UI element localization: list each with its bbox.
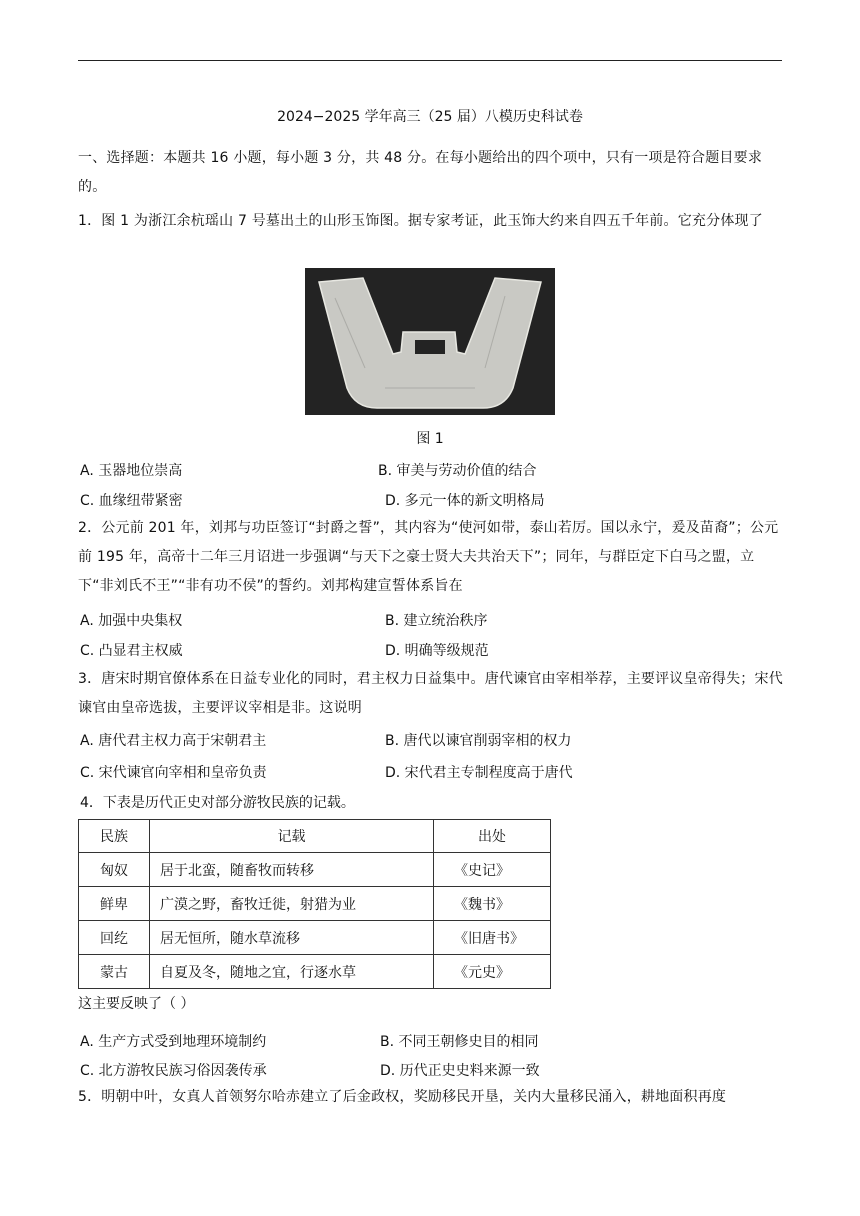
table-cell-record: 居无恒所，随水草流移 xyxy=(150,921,434,955)
q4-option-a[interactable]: A. 生产方式受到地理环境制约 xyxy=(80,1034,267,1050)
q1-option-a[interactable]: A. 玉器地位崇高 xyxy=(80,463,183,479)
table-row xyxy=(79,853,551,887)
q4-stem: 4．下表是历代正史对部分游牧民族的记载。 xyxy=(80,795,355,811)
table-cell-source xyxy=(434,921,551,955)
table-cell-source-text: 《史记》 xyxy=(454,862,510,879)
table-cell-people: 匈奴 xyxy=(79,853,150,887)
table-cell-people: 回纥 xyxy=(79,921,150,955)
q4-option-b[interactable]: B. 不同王朝修史目的相同 xyxy=(380,1034,539,1050)
table-cell-source xyxy=(434,887,551,921)
table-row xyxy=(79,955,551,989)
table-cell-source-text: 《魏书》 xyxy=(454,896,510,913)
q3-option-d[interactable]: D. 宋代君主专制程度高于唐代 xyxy=(385,765,573,781)
table-cell-record: 居于北蛮，随畜牧而转移 xyxy=(150,853,434,887)
table-header-cell: 出处 xyxy=(434,820,551,853)
figure-caption: 图 1 xyxy=(416,431,444,447)
nomad-records-table xyxy=(78,819,551,989)
table-cell-record: 自夏及冬，随地之宜，行逐水草 xyxy=(150,955,434,989)
table-row xyxy=(79,887,551,921)
jade-ornament-figure xyxy=(305,268,555,415)
table-header-row xyxy=(79,820,551,853)
section-intro: 一、选择题：本题共 16 小题，每小题 3 分，共 48 分。在每小题给出的四个项中，只有一项是符合题目要求的。 xyxy=(78,150,763,195)
table-cell-record: 广漠之野，畜牧迁徙，射猎为业 xyxy=(150,887,434,921)
table-row xyxy=(79,921,551,955)
q3-option-c[interactable]: C. 宋代谏官向宰相和皇帝负责 xyxy=(80,765,267,781)
exam-title: 2024−2025 学年高三（25 届）八模历史科试卷 xyxy=(277,109,583,125)
q3-option-a[interactable]: A. 唐代君主权力高于宋朝君主 xyxy=(80,733,267,749)
q2-option-c[interactable]: C. 凸显君主权威 xyxy=(80,643,183,659)
q5-stem: 5．明朝中叶，女真人首领努尔哈赤建立了后金政权，奖励移民开垦，关内大量移民涌入，耕地面积再度 xyxy=(78,1089,727,1105)
table-header-cell: 记载 xyxy=(150,820,434,853)
q1-option-c[interactable]: C. 血缘纽带紧密 xyxy=(80,493,183,509)
table-cell-source xyxy=(434,955,551,989)
jade-ornament-image xyxy=(305,268,555,415)
header-rule xyxy=(78,60,782,61)
table-cell-source-text: 《旧唐书》 xyxy=(454,930,524,947)
table-header-cell: 民族 xyxy=(79,820,150,853)
q4-option-c[interactable]: C. 北方游牧民族习俗因袭传承 xyxy=(80,1063,267,1079)
q3-option-b[interactable]: B. 唐代以谏官削弱宰相的权力 xyxy=(385,733,572,749)
table-cell-source xyxy=(434,853,551,887)
q2-option-d[interactable]: D. 明确等级规范 xyxy=(385,643,489,659)
table-cell-people: 蒙古 xyxy=(79,955,150,989)
table-cell-people: 鲜卑 xyxy=(79,887,150,921)
q2-option-b[interactable]: B. 建立统治秩序 xyxy=(385,613,488,629)
q4-option-d[interactable]: D. 历代正史史料来源一致 xyxy=(380,1063,540,1079)
q3-stem: 3．唐宋时期官僚体系在日益专业化的同时，君主权力日益集中。唐代谏官由宰相举荐，主要评议皇帝得失；宋代谏官由皇帝选拔，主要评议宰相是非。这说明 xyxy=(78,671,783,716)
q2-option-a[interactable]: A. 加强中央集权 xyxy=(80,613,183,629)
table-cell-source-text: 《元史》 xyxy=(454,964,510,981)
q4-question: 这主要反映了（ ） xyxy=(78,996,195,1012)
q1-stem: 1．图 1 为浙江余杭瑶山 7 号墓出土的山形玉饰图。据专家考证，此玉饰大约来自四五千年前。它充分体现了 xyxy=(78,213,763,229)
q1-option-b[interactable]: B. 审美与劳动价值的结合 xyxy=(378,463,537,479)
q2-stem: 2．公元前 201 年，刘邦与功臣签订“封爵之誓”，其内容为“使河如带，泰山若厉。国以永宁，爰及苗裔”；公元前 195 年，高帝十二年三月诏进一步强调“与天下之豪士贤大夫共治天下”；同年，与群臣定下白马之盟，立下“非刘氏不王”“非有功不侯”的誓约。刘邦构建宣誓体系旨在 xyxy=(78,520,779,594)
q1-option-d[interactable]: D. 多元一体的新文明格局 xyxy=(385,493,545,509)
